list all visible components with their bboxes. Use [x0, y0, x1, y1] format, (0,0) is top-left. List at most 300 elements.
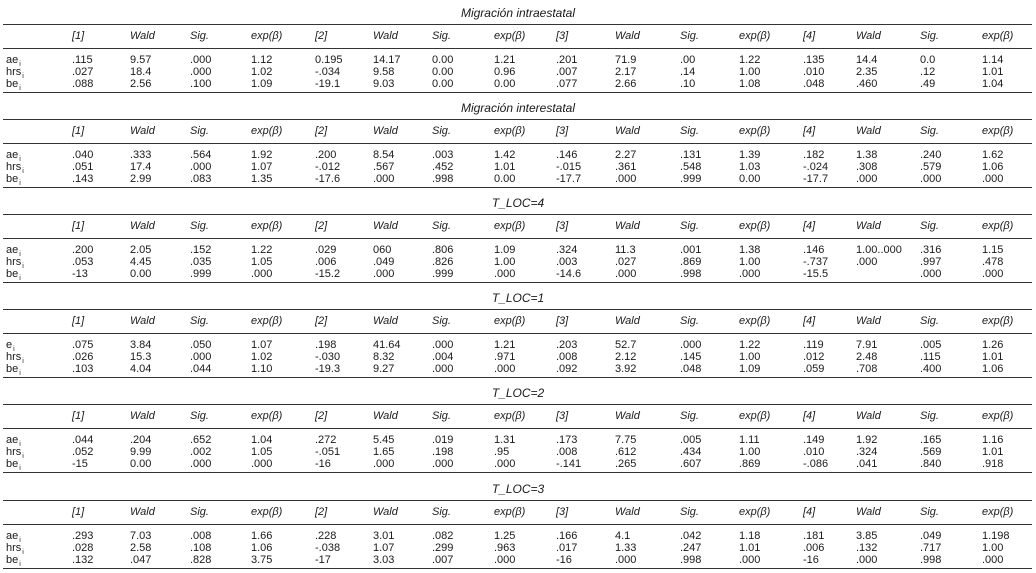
table-cell: .092 — [556, 363, 578, 375]
table-cell: .000 — [494, 363, 516, 375]
column-header: exp(β) — [982, 506, 1014, 518]
table-cell: 1.01 — [982, 66, 1004, 78]
row-label-subscript: i — [22, 549, 24, 556]
column-header: [3] — [556, 315, 569, 327]
table-cell: .198 — [315, 339, 337, 351]
table-cell: .146 — [556, 149, 578, 161]
column-header: [1] — [72, 506, 85, 518]
column-header: Sig. — [190, 125, 209, 137]
column-header: Sig. — [190, 220, 209, 232]
table-cell: .826 — [432, 256, 454, 268]
table-cell: 1.01 — [494, 161, 516, 173]
table-cell: 3.84 — [130, 339, 152, 351]
table-cell: .998 — [432, 173, 454, 185]
table-cell: .008 — [556, 351, 578, 363]
column-header: Wald — [130, 410, 155, 422]
table-cell: 0.00 — [494, 78, 516, 90]
table-cell: 1.18 — [739, 530, 761, 542]
block-bottom-rule — [3, 92, 1032, 93]
table-cell: 0.00 — [494, 173, 516, 185]
table-cell: 2.27 — [615, 149, 637, 161]
row-label-subscript: i — [22, 358, 24, 365]
table-cell: 1.04 — [251, 434, 273, 446]
table-cell: .006 — [803, 542, 825, 554]
row-label — [6, 363, 21, 377]
table-cell: .152 — [190, 244, 212, 256]
table-cell: .149 — [803, 434, 825, 446]
table-cell: .049 — [920, 530, 942, 542]
table-cell: 18.4 — [130, 66, 152, 78]
table-cell: .044 — [72, 434, 94, 446]
column-header: exp(β) — [494, 220, 526, 232]
table-cell: 8.32 — [373, 351, 395, 363]
column-header: Wald — [373, 125, 398, 137]
column-header: Sig. — [432, 410, 451, 422]
row-label-subscript: i — [19, 441, 21, 448]
table-cell: .564 — [190, 149, 212, 161]
header-bottom-rule — [3, 238, 1032, 239]
table-cell: 3.85 — [856, 530, 878, 542]
table-cell: .008 — [556, 446, 578, 458]
row-label-text: ae — [6, 434, 19, 446]
row-label-text: ae — [6, 530, 19, 542]
table-cell: 1.65 — [373, 446, 395, 458]
table-cell: .999 — [432, 268, 454, 280]
table-cell: 9.99 — [130, 446, 152, 458]
column-header: [3] — [556, 220, 569, 232]
column-header: [1] — [72, 410, 85, 422]
table-cell: .000 — [494, 554, 516, 566]
table-cell: 17.4 — [130, 161, 152, 173]
table-cell: .000 — [982, 173, 1004, 185]
row-label — [6, 554, 21, 568]
table-cell: 1.05 — [251, 256, 273, 268]
table-cell: .004 — [432, 351, 454, 363]
column-header: Wald — [130, 506, 155, 518]
table-cell: 0.00 — [130, 268, 152, 280]
column-header: Wald — [373, 410, 398, 422]
row-label-text: be — [6, 268, 19, 280]
table-cell: -.141 — [556, 458, 582, 470]
column-header: [1] — [72, 30, 85, 42]
column-header: exp(β) — [739, 315, 771, 327]
table-block — [0, 2, 1036, 94]
table-cell: 1.22 — [739, 54, 761, 66]
column-header: [2] — [315, 30, 328, 42]
table-cell: .000 — [856, 173, 878, 185]
row-label-subscript: i — [19, 180, 21, 187]
table-cell: .005 — [680, 434, 702, 446]
row-label-text: hrs — [6, 542, 22, 554]
table-cell: .569 — [920, 446, 942, 458]
table-cell: .806 — [432, 244, 454, 256]
column-header: Sig. — [680, 410, 699, 422]
table-cell: .017 — [556, 542, 578, 554]
table-cell: 1.04 — [982, 78, 1004, 90]
table-cell: 1.08 — [739, 78, 761, 90]
table-cell: 5.45 — [373, 434, 395, 446]
column-header: exp(β) — [739, 220, 771, 232]
table-cell: .998 — [680, 554, 702, 566]
table-cell: 1.06 — [251, 542, 273, 554]
column-header: Wald — [856, 315, 881, 327]
table-cell: .000 — [190, 54, 212, 66]
table-cell: .95 — [494, 446, 510, 458]
table-cell: 3.92 — [615, 363, 637, 375]
table-cell: 1.31 — [494, 434, 516, 446]
table-cell: .108 — [190, 542, 212, 554]
column-header: Wald — [130, 125, 155, 137]
table-cell: 0.96 — [494, 66, 516, 78]
header-bottom-rule — [3, 143, 1032, 144]
table-cell: 1.39 — [739, 149, 761, 161]
table-cell: 52.7 — [615, 339, 637, 351]
table-cell: .088 — [72, 78, 94, 90]
column-header: Wald — [856, 410, 881, 422]
table-cell: -13 — [72, 268, 88, 280]
table-cell: .869 — [739, 458, 761, 470]
table-cell: 1.26 — [982, 339, 1004, 351]
table-cell: -17 — [315, 554, 331, 566]
table-cell: 1.16 — [982, 434, 1004, 446]
row-label-text: ae — [6, 54, 19, 66]
column-header: Sig. — [432, 125, 451, 137]
column-header: exp(β) — [739, 410, 771, 422]
header-top-rule — [3, 500, 1032, 501]
column-header: Sig. — [920, 30, 939, 42]
row-label-text: be — [6, 173, 19, 185]
column-header: [1] — [72, 220, 85, 232]
table-cell: .000 — [373, 458, 395, 470]
column-header: [2] — [315, 506, 328, 518]
table-cell: 2.17 — [615, 66, 637, 78]
table-cell: .026 — [72, 351, 94, 363]
table-cell: 1.42 — [494, 149, 516, 161]
column-header: Wald — [615, 125, 640, 137]
table-cell: .000 — [615, 173, 637, 185]
header-bottom-rule — [3, 333, 1032, 334]
table-cell: .708 — [856, 363, 878, 375]
table-cell: .201 — [556, 54, 578, 66]
column-header: exp(β) — [494, 506, 526, 518]
table-cell: 060 — [373, 244, 392, 256]
block-title: T_LOC=4 — [491, 196, 545, 210]
table-cell: 1.00 — [739, 256, 761, 268]
column-header: exp(β) — [494, 125, 526, 137]
column-header: Wald — [615, 30, 640, 42]
column-header: Wald — [615, 506, 640, 518]
table-cell: 2.99 — [130, 173, 152, 185]
column-header: Sig. — [680, 506, 699, 518]
table-cell: .135 — [803, 54, 825, 66]
table-cell: -14.6 — [556, 268, 582, 280]
row-label-subscript: i — [19, 465, 21, 472]
table-cell: .005 — [920, 339, 942, 351]
table-cell: .028 — [72, 542, 94, 554]
table-cell: .048 — [803, 78, 825, 90]
table-cell: 1.00 — [739, 351, 761, 363]
table-cell: -19.1 — [315, 78, 341, 90]
table-cell: .000 — [856, 256, 878, 268]
header-top-rule — [3, 24, 1032, 25]
column-header: Wald — [373, 220, 398, 232]
table-cell: .100 — [190, 78, 212, 90]
row-label-subscript: i — [22, 263, 24, 270]
column-header: Sig. — [920, 506, 939, 518]
header-top-rule — [3, 119, 1032, 120]
table-cell: .000 — [432, 363, 454, 375]
table-cell: .998 — [920, 554, 942, 566]
table-cell: .103 — [72, 363, 94, 375]
column-header: Sig. — [432, 30, 451, 42]
table-cell: .361 — [615, 161, 637, 173]
table-cell: 1.06 — [982, 161, 1004, 173]
column-header: exp(β) — [739, 30, 771, 42]
table-cell: 1.00 — [494, 256, 516, 268]
table-cell: .000 — [190, 66, 212, 78]
table-cell: .006 — [315, 256, 337, 268]
table-cell: 1.92 — [856, 434, 878, 446]
column-header: [2] — [315, 315, 328, 327]
table-cell: .051 — [72, 161, 94, 173]
table-cell: .053 — [72, 256, 94, 268]
table-cell: .333 — [130, 149, 152, 161]
column-header: Wald — [130, 315, 155, 327]
column-header: [2] — [315, 410, 328, 422]
table-cell: -.012 — [315, 161, 341, 173]
column-header: exp(β) — [494, 30, 526, 42]
table-cell: .272 — [315, 434, 337, 446]
table-cell: 1.198 — [982, 530, 1010, 542]
table-cell: 1.09 — [494, 244, 516, 256]
table-cell: 1.38 — [856, 149, 878, 161]
table-cell: .049 — [373, 256, 395, 268]
block-title: T_LOC=3 — [491, 482, 545, 496]
table-cell: 1.22 — [251, 244, 273, 256]
block-title: T_LOC=2 — [491, 386, 545, 400]
table-cell: .000 — [920, 173, 942, 185]
table-cell: .997 — [920, 256, 942, 268]
table-cell: .478 — [982, 256, 1004, 268]
table-cell: .000 — [615, 268, 637, 280]
row-label-subscript: i — [19, 537, 21, 544]
table-cell: 1.01 — [982, 351, 1004, 363]
table-cell: .460 — [856, 78, 878, 90]
column-header: exp(β) — [251, 315, 283, 327]
table-cell: .044 — [190, 363, 212, 375]
table-cell: .717 — [920, 542, 942, 554]
table-cell: 1.09 — [739, 363, 761, 375]
block-title: T_LOC=1 — [491, 291, 545, 305]
table-cell: .200 — [315, 149, 337, 161]
column-header: Wald — [373, 315, 398, 327]
table-cell: .10 — [680, 78, 696, 90]
table-cell: -16 — [556, 554, 572, 566]
table-cell: 8.54 — [373, 149, 395, 161]
table-cell: 1.62 — [982, 149, 1004, 161]
row-label-text: be — [6, 78, 19, 90]
table-cell: .000 — [251, 268, 273, 280]
table-cell: .003 — [432, 149, 454, 161]
table-cell: 2.48 — [856, 351, 878, 363]
column-header: Sig. — [920, 315, 939, 327]
table-cell: -15.5 — [803, 268, 829, 280]
table-cell: 1.02 — [251, 66, 273, 78]
table-cell: .000 — [856, 554, 878, 566]
table-cell: .840 — [920, 458, 942, 470]
column-header: Wald — [856, 125, 881, 137]
row-label-subscript: i — [19, 561, 21, 568]
table-cell: .400 — [920, 363, 942, 375]
table-cell: .001 — [680, 244, 702, 256]
column-header: [4] — [803, 30, 816, 42]
table-cell: .652 — [190, 434, 212, 446]
column-header: exp(β) — [251, 30, 283, 42]
table-cell: 1.00 — [982, 542, 1004, 554]
table-cell: .316 — [920, 244, 942, 256]
row-label-subscript: i — [19, 156, 21, 163]
table-cell: 0.00 — [432, 66, 454, 78]
table-cell: .963 — [494, 542, 516, 554]
table-cell: .181 — [803, 530, 825, 542]
table-cell: 2.12 — [615, 351, 637, 363]
column-header: [3] — [556, 506, 569, 518]
table-cell: .077 — [556, 78, 578, 90]
table-cell: 1.22 — [739, 339, 761, 351]
header-bottom-rule — [3, 48, 1032, 49]
table-cell: .918 — [982, 458, 1004, 470]
row-label-text: hrs — [6, 446, 22, 458]
table-cell: 1.21 — [494, 339, 516, 351]
column-header: Sig. — [920, 220, 939, 232]
table-cell: .059 — [803, 363, 825, 375]
table-cell: -.086 — [803, 458, 829, 470]
row-label-text: hrs — [6, 161, 22, 173]
table-cell: .146 — [803, 244, 825, 256]
table-cell: .000 — [432, 339, 454, 351]
row-label-subscript: i — [19, 85, 21, 92]
table-cell: 1.21 — [494, 54, 516, 66]
table-cell: 2.66 — [615, 78, 637, 90]
table-cell: 1.03 — [739, 161, 761, 173]
block-bottom-rule — [3, 377, 1032, 378]
table-cell: -15.2 — [315, 268, 341, 280]
table-cell: 1.25 — [494, 530, 516, 542]
table-cell: .000 — [680, 339, 702, 351]
table-cell: 14.17 — [373, 54, 401, 66]
table-cell: 14.4 — [856, 54, 878, 66]
table-cell: .607 — [680, 458, 702, 470]
column-header: Wald — [856, 30, 881, 42]
table-cell: .548 — [680, 161, 702, 173]
table-cell: -17.6 — [315, 173, 341, 185]
column-header: Sig. — [190, 410, 209, 422]
table-cell: .000 — [494, 458, 516, 470]
row-label-text: e — [6, 339, 13, 351]
row-label — [6, 78, 21, 92]
table-cell: .000 — [373, 268, 395, 280]
table-cell: 3.03 — [373, 554, 395, 566]
table-cell: .000 — [373, 173, 395, 185]
table-cell: .240 — [920, 149, 942, 161]
row-label-subscript: i — [22, 453, 24, 460]
table-cell: .000 — [432, 458, 454, 470]
column-header: [4] — [803, 220, 816, 232]
row-label-text: hrs — [6, 351, 22, 363]
table-cell: .131 — [680, 149, 702, 161]
table-cell: .132 — [72, 554, 94, 566]
table-cell: -.034 — [315, 66, 341, 78]
row-label — [6, 173, 21, 187]
block-title: Migración intraestatal — [460, 6, 576, 20]
column-header: exp(β) — [982, 125, 1014, 137]
row-label-subscript: i — [13, 346, 15, 353]
row-label-text: hrs — [6, 256, 22, 268]
table-cell: .567 — [373, 161, 395, 173]
table-cell: .00 — [680, 54, 696, 66]
table-cell: -.038 — [315, 542, 341, 554]
table-cell: .115 — [72, 54, 93, 66]
table-cell: .008 — [190, 530, 212, 542]
header-bottom-rule — [3, 524, 1032, 525]
table-cell: 1.00..000 — [856, 244, 902, 256]
column-header: exp(β) — [251, 410, 283, 422]
block-bottom-rule — [3, 282, 1032, 283]
column-header: exp(β) — [494, 315, 526, 327]
table-cell: .173 — [556, 434, 578, 446]
table-cell: .998 — [680, 268, 702, 280]
table-cell: .010 — [803, 66, 825, 78]
column-header: Wald — [615, 220, 640, 232]
row-label-subscript: i — [19, 61, 21, 68]
table-cell: 9.27 — [373, 363, 395, 375]
table-cell: -17.7 — [803, 173, 829, 185]
row-label-text: hrs — [6, 66, 22, 78]
table-cell: .003 — [556, 256, 578, 268]
table-cell: 15.3 — [130, 351, 152, 363]
table-cell: 1.11 — [739, 434, 760, 446]
table-cell: 1.92 — [251, 149, 273, 161]
table-cell: .035 — [190, 256, 212, 268]
table-cell: .828 — [190, 554, 212, 566]
column-header: [2] — [315, 220, 328, 232]
table-cell: 1.06 — [982, 363, 1004, 375]
row-label-text: ae — [6, 244, 19, 256]
table-cell: .050 — [190, 339, 212, 351]
table-cell: 7.91 — [856, 339, 878, 351]
column-header: exp(β) — [494, 410, 526, 422]
column-header: [3] — [556, 125, 569, 137]
table-cell: 0.00 — [739, 173, 761, 185]
table-cell: .010 — [803, 446, 825, 458]
column-header: [1] — [72, 125, 85, 137]
table-cell: .434 — [680, 446, 702, 458]
table-cell: 1.02 — [251, 351, 273, 363]
row-label-subscript: i — [19, 251, 21, 258]
column-header: Sig. — [920, 410, 939, 422]
table-cell: .452 — [432, 161, 454, 173]
column-header: Sig. — [190, 30, 209, 42]
table-cell: .040 — [72, 149, 94, 161]
column-header: Sig. — [190, 506, 209, 518]
row-label-subscript: i — [22, 168, 24, 175]
column-header: exp(β) — [982, 410, 1014, 422]
table-cell: .145 — [680, 351, 702, 363]
table-cell: .579 — [920, 161, 942, 173]
table-cell: 2.58 — [130, 542, 152, 554]
table-cell: .115 — [920, 351, 941, 363]
column-header: [1] — [72, 315, 85, 327]
